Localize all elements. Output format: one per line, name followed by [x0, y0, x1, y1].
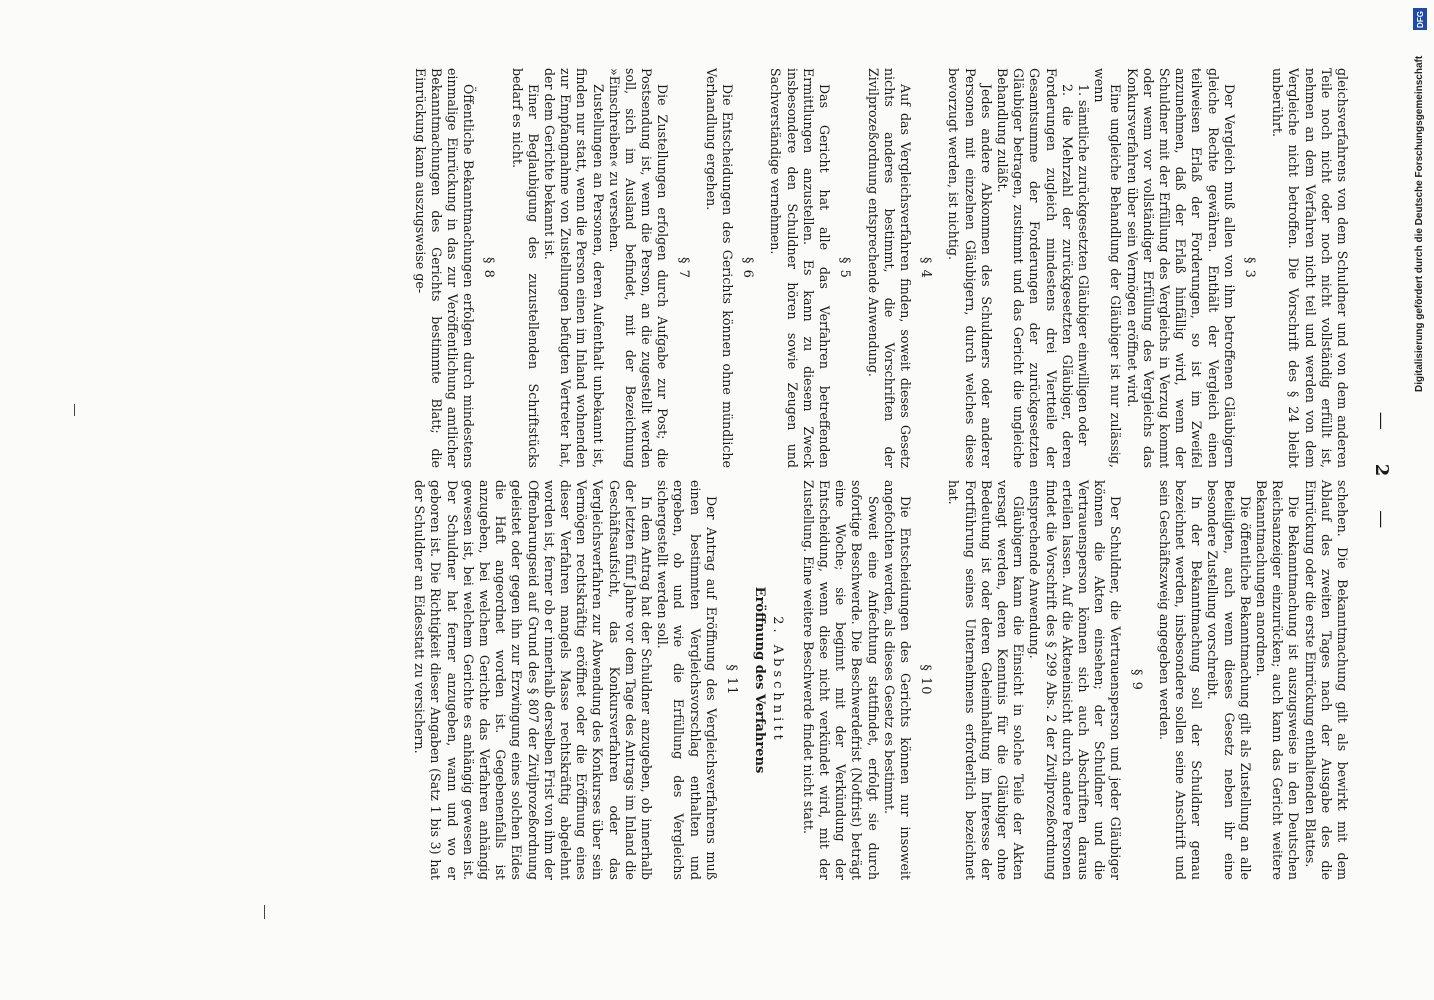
paragraph: Die öffentliche Bekanntmachung gilt als Zustellung an alle Beteiligten, auch wenn dieses Gesetz neben ihr eine besondere Zustellung vorschreibt.	[1205, 480, 1253, 880]
paragraph: Der Schuldner, die Vertrauensperson und jeder Gläubiger können die Akten einsehen; der Schuldner und die Vertrauensperson können sich auch Abschriften daraus erteilen lassen. Auf die Akteneinsicht durch andere Personen findet die Vorschrift des § 299 Abs. 2 der Zivilprozeßordnung entsprechende Anwendung.	[1027, 480, 1124, 880]
left-column	[411, 68, 1350, 468]
scan-mark	[264, 905, 265, 919]
paragraph: schehen. Die Bekanntmachung gilt als bewirkt mit dem Ablauf des zweiten Tages nach der Ausgabe des die Einrückung oder die erste Einrückung enthaltenden Blattes.	[1302, 480, 1350, 880]
page-number: —2—	[1371, 411, 1392, 529]
paragraph: Die Zustellungen erfolgen durch Aufgabe zur Post; die Postsendung ist, wenn die Person, an die zugestellt werden soll, sich im Ausland befindet, mit der Bezeichnung »Einschreiben« zu versehen.	[606, 68, 671, 468]
paragraph: Die Entscheidungen des Gerichts können nur insoweit angefochten werden, als dieses Gesetz es bestimmt.	[881, 480, 913, 880]
paragraph: gleichsverfahrens von dem Schuldner und von dem anderen Teile noch nicht oder noch nicht vollständig erfüllt ist, nehmen an dem Verfahren nicht teil und werden von dem Vergleiche nicht betroffen. Die Vorschrift des § 24 bleibt unberührt.	[1270, 68, 1350, 468]
paragraph: Das Gericht hat alle das Verfahren betreffenden Ermittlungen anzustellen. Es kann zu diesem Zweck insbesondere den Schuldner hören sowie Zeugen und Sachverständige vernehmen.	[768, 68, 833, 468]
attribution-text: Digitalisierung gefördert durch die Deutsche Forschungsgemeinschaft	[1414, 55, 1425, 392]
paragraph: Die Entscheidungen des Gerichts können ohne mündliche Verhandlung ergehen.	[703, 68, 736, 468]
section-heading: § 6	[740, 257, 756, 279]
paragraph: Öffentliche Bekanntmachungen erfolgen durch mindestens einmalige Einrückung in das zur Veröffentlichung amtlicher Bekanntmachungen des Gerichts bestimmte Blatt; die Einrückung kann auszugsweise ge-	[412, 68, 477, 468]
dfg-logo: DFG	[1413, 8, 1427, 30]
section-heading: § 7	[675, 257, 691, 279]
paragraph: Gläubigern kann die Einsicht in solche Teile der Akten versagt werden, deren Kenntnis für die Gläubiger ohne Bedeutung ist oder deren Geheimhaltung im Interesse der Fortführung seines Unternehmens erforderlich bezeichnet hat.	[946, 480, 1027, 880]
chapter-title: Eröffnung des Verfahrens	[752, 586, 768, 774]
list-item: 1. sämtliche zurückgesetzten Gläubiger einwilligen oder	[1075, 84, 1091, 446]
right-column	[411, 480, 1350, 880]
section-heading: § 8	[481, 257, 497, 279]
paragraph: Der Vergleich muß allen von ihm betroffenen Gläubigern gleiche Rechte gewähren. Enthält der Vergleich einen teilweisen Erlaß der Forderungen, so ist im Zweifel anzunehmen, daß der Erlaß hinfällig wird, wenn der Schuldner mit der Erfüllung des Vergleichs in Verzug kommt oder wenn vor vollständiger Erfüllung des Vergleichs das Konkursverfahren über sein Vermögen eröffnet wird.	[1124, 68, 1237, 468]
paragraph: Auf das Vergleichsverfahren finden, soweit dieses Gesetz nichts anderes bestimmt, die Vorschriften der Zivilprozeßordnung entsprechende Anwendung.	[865, 68, 913, 468]
paragraph: Jedes andere Abkommen des Schuldners oder anderer Personen mit einzelnen Gläubigern, durch welches diese bevorzugt werden, ist nichtig.	[946, 68, 994, 468]
section-heading: § 9	[1128, 669, 1144, 691]
paragraph: Der Antrag auf Eröffnung des Vergleichsverfahrens muß einen bestimmten Vergleichsvorschlag enthalten und ergeben, ob und wie die Erfüllung des Vergleichs sichergestellt werden soll.	[655, 480, 719, 880]
section-heading: § 5	[837, 257, 853, 279]
chapter-heading: 2. Abschnitt	[770, 616, 786, 744]
section-heading: § 11	[724, 664, 740, 696]
list-item: 2. die Mehrzahl der zurückgesetzten Gläubiger, deren Forderungen zugleich mindestens drei Viertteile der Gesamtsumme der Forderungen der zurückgesetzten Gläubiger betragen, zustimmt und das Gericht die ungleiche Behandlung zuläßt.	[994, 68, 1075, 468]
paragraph: Einer Beglaubigung des zuzustellenden Schriftstücks bedarf es nicht.	[509, 68, 541, 468]
paragraph: In dem Antrag hat der Schuldner anzugeben, ob innerhalb der letzten fünf Jahre vor dem Tage des Antrags im Inland die Geschäftsaufsicht, das Konkursverfahren oder das Vergleichsverfahren zur Abwendung des Konkurses über sein Vermögen rechtskräftig eröffnet oder die Eröffnung eines dieser Verfahren mangels Masse rechtskräftig abgelehnt worden ist, ferner ob er innerhalb derselben Frist von ihm der Offenbarungseid auf Grund des § 807 der Zivilprozeßordnung geleistet oder gegen ihn zur Erzwingung eines solchen Eides die Haft angeordnet worden ist. Gegebenenfalls ist anzugeben, bei welchem Gerichte das Verfahren anhängig gewesen ist, bei welchem Gerichte es anhängig gewesen ist. Der Schuldner hat ferner anzugeben, wann und wo er geboren ist. Die Richtigkeit dieser Angaben (Satz 1 bis 3) hat der Schuldner an Eidesstatt zu versichern.	[412, 480, 655, 880]
section-heading: § 10	[918, 664, 934, 696]
dfg-sidebar	[1400, 0, 1434, 1000]
paragraph: Die Bekanntmachung ist auszugsweise in den Deutschen Reichsanzeiger einzurücken; auch kann das Gericht weitere Bekanntmachungen anordnen.	[1253, 480, 1302, 880]
rotated-document	[102, 30, 1402, 910]
paragraph: Soweit eine Anfechtung stattfindet, erfolgt sie durch sofortige Beschwerde. Die Beschwerdefrist (Notfrist) beträgt eine Woche; sie beginnt mit der Verkündung der Entscheidung, wenn diese nicht verkündet wird, mit der Zustellung. Eine weitere Beschwerde findet nicht statt.	[800, 480, 881, 880]
paragraph: Zustellungen an Personen, deren Aufenthalt unbekannt ist, finden nur statt, wenn die Person einen im Inland wohnenden zur Empfangnahme von Zustellungen befugten Vertreter hat, der dem Gerichte bekannt ist.	[542, 68, 606, 468]
scan-mark	[74, 404, 75, 416]
section-heading: § 4	[918, 257, 934, 279]
section-heading: § 3	[1241, 257, 1257, 279]
paragraph: Eine ungleiche Behandlung der Gläubiger ist nur zulässig, wenn	[1092, 68, 1124, 468]
paragraph: In der Bekanntmachung soll der Schuldner genau bezeichnet werden, insbesondere sollen seine Anschrift und sein Geschäftszweig angegeben werden.	[1156, 480, 1205, 880]
